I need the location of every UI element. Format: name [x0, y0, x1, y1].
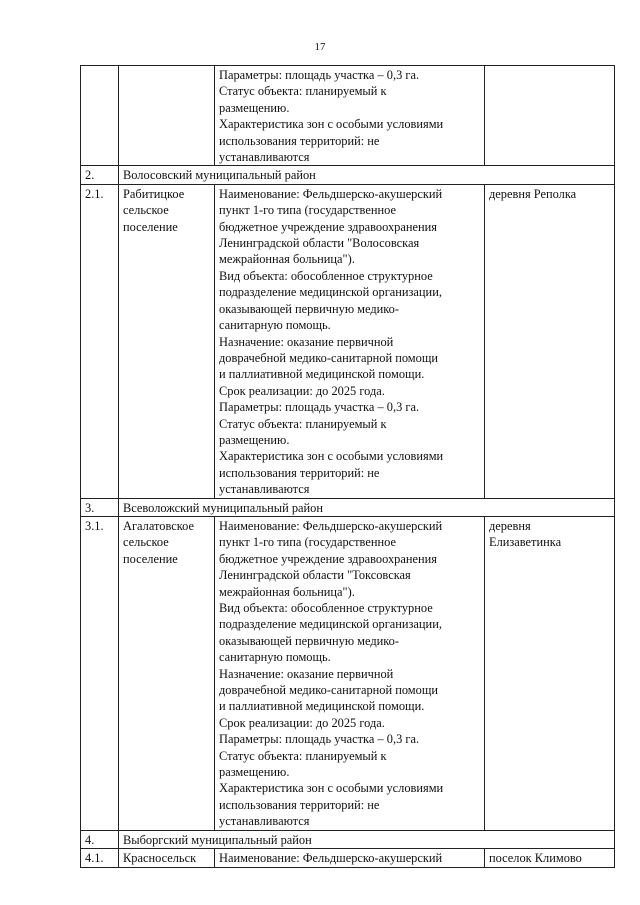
- settlement-line: Рабитицкое: [123, 186, 185, 201]
- settlement-cell: [119, 66, 215, 166]
- description-line: использования территорий: не: [219, 465, 380, 480]
- description-line: Статус объекта: планируемый к: [219, 416, 387, 431]
- description-line: подразделение медицинской организации,: [219, 617, 442, 632]
- description-line: устанавливаются: [219, 150, 310, 165]
- settlement-line: Красносельск: [123, 851, 197, 866]
- description-line: размещению.: [219, 432, 290, 447]
- description-line: оказывающей первичную медико-: [219, 301, 400, 316]
- page-number: 17: [314, 41, 326, 53]
- table-row: [81, 516, 615, 830]
- location-cell: [485, 66, 615, 166]
- description-line: размещению.: [219, 100, 290, 115]
- section-row: [81, 498, 615, 516]
- location-cell: [485, 184, 615, 498]
- item-number: [81, 66, 119, 166]
- objects-table: [80, 65, 615, 868]
- description-line: Статус объекта: планируемый к: [219, 84, 387, 99]
- description-line: устанавливаются: [219, 814, 310, 829]
- description-line: пункт 1-го типа (государственное: [219, 535, 396, 550]
- location-cell: [485, 516, 615, 830]
- description-line: Характеристика зон с особыми условиями: [219, 449, 444, 464]
- description-line: Срок реализации: до 2025 года.: [219, 715, 385, 730]
- description-line: пункт 1-го типа (государственное: [219, 203, 396, 218]
- item-number: 3.1.: [81, 516, 119, 830]
- description-line: Назначение: оказание первичной: [219, 334, 394, 349]
- settlement-line: сельское: [123, 203, 169, 218]
- description-line: межрайонная больница").: [219, 252, 355, 267]
- description-line: бюджетное учреждение здравоохранения: [219, 551, 437, 566]
- section-number: 2.: [81, 166, 119, 184]
- description-line: Вид объекта: обособленное структурное: [219, 268, 433, 283]
- location-line: деревня Реполка: [489, 186, 577, 201]
- section-title: Выборгский муниципальный район: [119, 830, 615, 848]
- section-title: Всеволожский муниципальный район: [119, 498, 615, 516]
- description-line: доврачебной медико-санитарной помощи: [219, 683, 438, 698]
- description-line: санитарную помощь.: [219, 318, 331, 333]
- settlement-line: поселение: [123, 219, 178, 234]
- table-body: [81, 66, 615, 868]
- settlement-line: сельское: [123, 535, 169, 550]
- settlement-line: Агалатовское: [123, 518, 194, 533]
- section-row: [81, 166, 615, 184]
- description-line: устанавливаются: [219, 482, 310, 497]
- settlement-line: поселение: [123, 551, 178, 566]
- description-cell: [215, 516, 485, 830]
- description-line: Характеристика зон с особыми условиями: [219, 781, 444, 796]
- description-line: оказывающей первичную медико-: [219, 633, 400, 648]
- location-line: поселок Климово: [489, 851, 582, 866]
- settlement-cell: [119, 516, 215, 830]
- description-cell: [215, 66, 485, 166]
- description-line: Статус объекта: планируемый к: [219, 748, 387, 763]
- description-line: Ленинградской области "Волосовская: [219, 236, 420, 251]
- section-number: 3.: [81, 498, 119, 516]
- description-line: доврачебной медико-санитарной помощи: [219, 350, 438, 365]
- section-row: [81, 830, 615, 848]
- description-line: Ленинградской области "Токсовская: [219, 568, 411, 583]
- description-line: санитарную помощь.: [219, 650, 331, 665]
- description-line: Параметры: площадь участка – 0,3 га.: [219, 732, 420, 747]
- item-number: 4.1.: [81, 849, 119, 867]
- description-line: и паллиативной медицинской помощи.: [219, 699, 425, 714]
- table-row: [81, 66, 615, 166]
- location-line: Елизаветинка: [489, 535, 562, 550]
- table-row: [81, 184, 615, 498]
- section-title: Волосовский муниципальный район: [119, 166, 615, 184]
- location-cell: [485, 849, 615, 867]
- description-line: Наименование: Фельдшерско-акушерский: [219, 186, 443, 201]
- description-line: использования территорий: не: [219, 797, 380, 812]
- description-line: Наименование: Фельдшерско-акушерский: [219, 518, 443, 533]
- item-number: 2.1.: [81, 184, 119, 498]
- settlement-cell: [119, 849, 215, 867]
- description-cell: [215, 849, 485, 867]
- description-line: Характеристика зон с особыми условиями: [219, 117, 444, 132]
- description-line: и паллиативной медицинской помощи.: [219, 367, 425, 382]
- description-line: Вид объекта: обособленное структурное: [219, 601, 433, 615]
- description-line: размещению.: [219, 765, 290, 780]
- description-line: Параметры: площадь участка – 0,3 га.: [219, 400, 420, 415]
- settlement-cell: [119, 184, 215, 498]
- description-line: Наименование: Фельдшерско-акушерский: [219, 851, 443, 866]
- description-line: подразделение медицинской организации,: [219, 285, 442, 300]
- description-cell: [215, 184, 485, 498]
- description-line: межрайонная больница").: [219, 584, 355, 599]
- description-line: Срок реализации: до 2025 года.: [219, 383, 385, 398]
- description-line: бюджетное учреждение здравоохранения: [219, 219, 437, 234]
- description-line: Назначение: оказание первичной: [219, 666, 394, 681]
- location-line: деревня: [489, 518, 531, 533]
- section-number: 4.: [81, 830, 119, 848]
- table-row: [81, 849, 615, 867]
- description-line: использования территорий: не: [219, 133, 380, 148]
- description-line: Параметры: площадь участка – 0,3 га.: [219, 68, 420, 82]
